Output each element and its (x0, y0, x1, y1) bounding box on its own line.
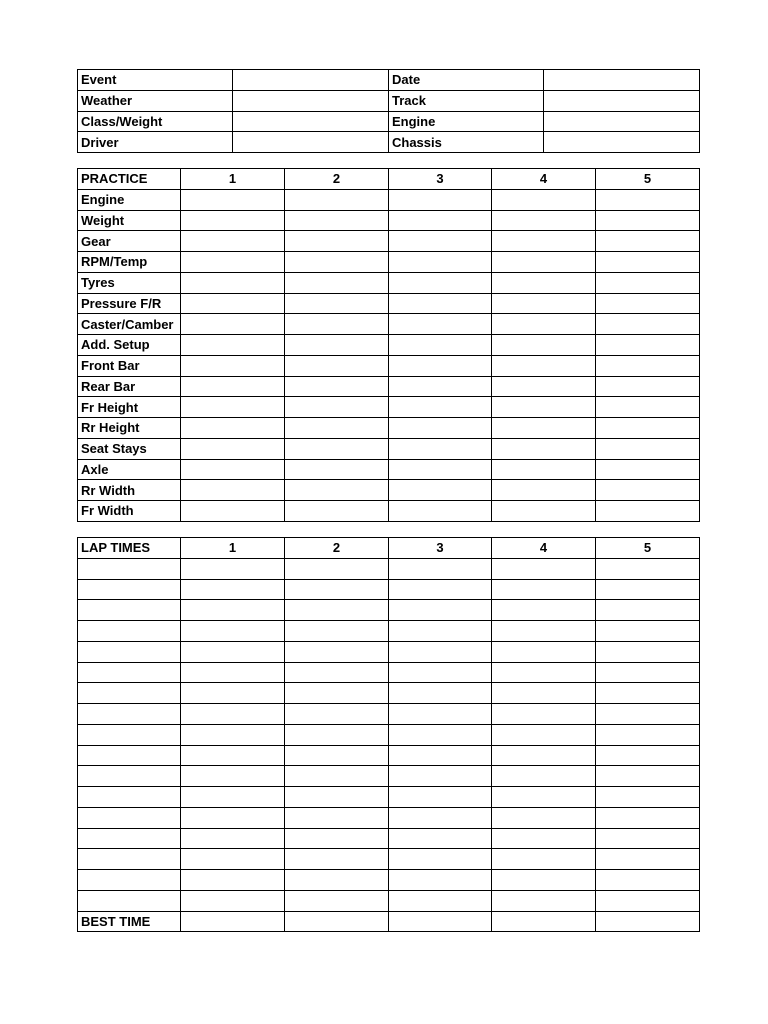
lap-time-cell[interactable] (285, 600, 389, 621)
best-time-label: BEST TIME (78, 911, 181, 932)
practice-cell[interactable] (596, 376, 700, 397)
practice-row (78, 480, 700, 501)
practice-col-2: 2 (285, 169, 389, 190)
practice-cell[interactable] (492, 189, 596, 210)
lap-times-row (78, 621, 700, 642)
practice-cell[interactable] (181, 397, 285, 418)
lap-time-cell[interactable] (596, 704, 700, 725)
lap-time-cell[interactable] (492, 828, 596, 849)
lap-time-cell[interactable] (492, 890, 596, 911)
lap-times-row (78, 662, 700, 683)
practice-cell[interactable] (181, 189, 285, 210)
lap-time-cell[interactable] (389, 849, 492, 870)
best-time-cell[interactable] (181, 911, 285, 932)
lap-time-cell[interactable] (181, 724, 285, 745)
practice-cell[interactable] (181, 459, 285, 480)
lap-time-cell[interactable] (596, 807, 700, 828)
lap-times-row (78, 579, 700, 600)
practice-cell[interactable] (389, 335, 492, 356)
best-time-cell[interactable] (596, 911, 700, 932)
lap-time-cell[interactable] (389, 641, 492, 662)
practice-cell[interactable] (492, 314, 596, 335)
lap-times-rows (78, 558, 700, 911)
lap-time-cell[interactable] (596, 766, 700, 787)
lap-label-cell[interactable] (78, 558, 181, 579)
lap-time-cell[interactable] (492, 766, 596, 787)
practice-row-label: Seat Stays (78, 438, 181, 459)
practice-col-1: 1 (181, 169, 285, 190)
lap-label-cell[interactable] (78, 870, 181, 891)
lap-time-cell[interactable] (285, 621, 389, 642)
lap-time-cell[interactable] (181, 621, 285, 642)
practice-cell[interactable] (389, 355, 492, 376)
engine-label: Engine (389, 111, 544, 132)
practice-cell[interactable] (596, 501, 700, 522)
lap-time-cell[interactable] (181, 662, 285, 683)
practice-cell[interactable] (285, 438, 389, 459)
lap-time-cell[interactable] (389, 558, 492, 579)
lap-time-cell[interactable] (181, 828, 285, 849)
lap-time-cell[interactable] (492, 558, 596, 579)
practice-table (77, 168, 700, 522)
practice-header: PRACTICE (78, 169, 181, 190)
practice-row (78, 210, 700, 231)
practice-row (78, 397, 700, 418)
practice-row-label: Gear (78, 231, 181, 252)
lap-label-cell[interactable] (78, 704, 181, 725)
lap-time-cell[interactable] (596, 600, 700, 621)
lap-time-cell[interactable] (492, 662, 596, 683)
track-label: Track (389, 90, 544, 111)
lap-time-cell[interactable] (596, 745, 700, 766)
practice-cell[interactable] (285, 335, 389, 356)
practice-cell[interactable] (596, 231, 700, 252)
lap-time-cell[interactable] (596, 828, 700, 849)
practice-cell[interactable] (492, 459, 596, 480)
practice-row (78, 189, 700, 210)
practice-cell[interactable] (389, 189, 492, 210)
practice-cell[interactable] (492, 418, 596, 439)
date-label: Date (389, 70, 544, 91)
practice-cell[interactable] (181, 355, 285, 376)
practice-cell[interactable] (285, 459, 389, 480)
practice-cell[interactable] (389, 501, 492, 522)
practice-cell[interactable] (596, 272, 700, 293)
lap-time-cell[interactable] (389, 807, 492, 828)
practice-cell[interactable] (389, 272, 492, 293)
event-info-table (77, 69, 700, 153)
lap-times-row (78, 641, 700, 662)
practice-cell[interactable] (596, 210, 700, 231)
lap-time-cell[interactable] (492, 745, 596, 766)
lap-label-cell[interactable] (78, 724, 181, 745)
weather-field[interactable] (233, 90, 389, 111)
lap-time-cell[interactable] (389, 870, 492, 891)
practice-cell[interactable] (285, 501, 389, 522)
practice-row-label: Pressure F/R (78, 293, 181, 314)
lap-time-cell[interactable] (285, 683, 389, 704)
practice-cell[interactable] (492, 252, 596, 273)
practice-cell[interactable] (181, 231, 285, 252)
lap-time-cell[interactable] (596, 724, 700, 745)
practice-cell[interactable] (389, 314, 492, 335)
practice-cell[interactable] (596, 480, 700, 501)
practice-cell[interactable] (596, 314, 700, 335)
lap-times-row (78, 807, 700, 828)
lap-time-cell[interactable] (389, 787, 492, 808)
lap-time-cell[interactable] (285, 807, 389, 828)
lap-time-cell[interactable] (181, 745, 285, 766)
practice-cell[interactable] (181, 480, 285, 501)
lap-times-col-4: 4 (492, 538, 596, 559)
lap-time-cell[interactable] (181, 890, 285, 911)
lap-time-cell[interactable] (181, 558, 285, 579)
practice-cell[interactable] (596, 335, 700, 356)
lap-time-cell[interactable] (181, 600, 285, 621)
practice-cell[interactable] (492, 480, 596, 501)
lap-time-cell[interactable] (596, 849, 700, 870)
practice-row (78, 314, 700, 335)
lap-time-cell[interactable] (492, 621, 596, 642)
lap-time-cell[interactable] (181, 766, 285, 787)
practice-row (78, 293, 700, 314)
lap-time-cell[interactable] (389, 745, 492, 766)
practice-cell[interactable] (389, 438, 492, 459)
practice-cell[interactable] (492, 501, 596, 522)
lap-time-cell[interactable] (596, 558, 700, 579)
practice-rows (78, 189, 700, 521)
lap-times-header-row (78, 538, 700, 559)
lap-label-cell[interactable] (78, 683, 181, 704)
lap-label-cell[interactable] (78, 600, 181, 621)
lap-time-cell[interactable] (596, 683, 700, 704)
lap-times-header: LAP TIMES (78, 538, 181, 559)
practice-cell[interactable] (285, 252, 389, 273)
lap-time-cell[interactable] (389, 621, 492, 642)
practice-col-3: 3 (389, 169, 492, 190)
lap-times-table (77, 537, 700, 932)
practice-cell[interactable] (285, 189, 389, 210)
practice-cell[interactable] (596, 397, 700, 418)
lap-time-cell[interactable] (389, 683, 492, 704)
lap-label-cell[interactable] (78, 579, 181, 600)
lap-times-col-2: 2 (285, 538, 389, 559)
practice-cell[interactable] (181, 438, 285, 459)
lap-label-cell[interactable] (78, 766, 181, 787)
practice-cell[interactable] (285, 293, 389, 314)
practice-cell[interactable] (389, 397, 492, 418)
practice-row-label: Rr Width (78, 480, 181, 501)
lap-times-row (78, 870, 700, 891)
practice-row (78, 376, 700, 397)
best-time-cell[interactable] (285, 911, 389, 932)
lap-label-cell[interactable] (78, 641, 181, 662)
driver-label: Driver (78, 132, 233, 153)
lap-time-cell[interactable] (492, 787, 596, 808)
lap-times-row (78, 787, 700, 808)
info-row (78, 70, 700, 91)
practice-cell[interactable] (596, 355, 700, 376)
practice-cell[interactable] (389, 231, 492, 252)
lap-time-cell[interactable] (596, 579, 700, 600)
lap-time-cell[interactable] (492, 870, 596, 891)
practice-cell[interactable] (181, 376, 285, 397)
lap-label-cell[interactable] (78, 849, 181, 870)
lap-label-cell[interactable] (78, 787, 181, 808)
lap-time-cell[interactable] (492, 579, 596, 600)
practice-cell[interactable] (285, 355, 389, 376)
practice-cell[interactable] (389, 418, 492, 439)
practice-header-row (78, 169, 700, 190)
practice-cell[interactable] (181, 210, 285, 231)
lap-time-cell[interactable] (492, 704, 596, 725)
lap-time-cell[interactable] (596, 787, 700, 808)
practice-row-label: Add. Setup (78, 335, 181, 356)
lap-time-cell[interactable] (285, 849, 389, 870)
practice-cell[interactable] (596, 189, 700, 210)
practice-cell[interactable] (285, 480, 389, 501)
lap-label-cell[interactable] (78, 621, 181, 642)
lap-time-cell[interactable] (285, 558, 389, 579)
lap-label-cell[interactable] (78, 662, 181, 683)
lap-time-cell[interactable] (285, 662, 389, 683)
lap-time-cell[interactable] (181, 579, 285, 600)
class-weight-label: Class/Weight (78, 111, 233, 132)
lap-time-cell[interactable] (285, 766, 389, 787)
practice-cell[interactable] (492, 397, 596, 418)
practice-col-4: 4 (492, 169, 596, 190)
lap-time-cell[interactable] (181, 641, 285, 662)
practice-row-label: Weight (78, 210, 181, 231)
practice-row (78, 459, 700, 480)
practice-cell[interactable] (181, 314, 285, 335)
event-label: Event (78, 70, 233, 91)
lap-time-cell[interactable] (389, 600, 492, 621)
practice-cell[interactable] (181, 293, 285, 314)
lap-label-cell[interactable] (78, 828, 181, 849)
practice-cell[interactable] (181, 252, 285, 273)
practice-row-label: Front Bar (78, 355, 181, 376)
lap-time-cell[interactable] (596, 870, 700, 891)
practice-cell[interactable] (492, 438, 596, 459)
practice-cell[interactable] (492, 231, 596, 252)
practice-cell[interactable] (492, 355, 596, 376)
practice-row (78, 501, 700, 522)
practice-cell[interactable] (285, 314, 389, 335)
practice-row-label: RPM/Temp (78, 252, 181, 273)
practice-cell[interactable] (596, 252, 700, 273)
event-field[interactable] (233, 70, 389, 91)
lap-time-cell[interactable] (181, 849, 285, 870)
lap-time-cell[interactable] (492, 807, 596, 828)
class-weight-field[interactable] (233, 111, 389, 132)
weather-label: Weather (78, 90, 233, 111)
lap-time-cell[interactable] (181, 807, 285, 828)
practice-row-label: Caster/Camber (78, 314, 181, 335)
lap-times-row (78, 766, 700, 787)
date-field[interactable] (544, 70, 700, 91)
best-time-row (78, 911, 700, 932)
practice-row-label: Rear Bar (78, 376, 181, 397)
lap-time-cell[interactable] (181, 787, 285, 808)
practice-cell[interactable] (285, 418, 389, 439)
lap-time-cell[interactable] (389, 704, 492, 725)
lap-time-cell[interactable] (596, 621, 700, 642)
lap-time-cell[interactable] (596, 641, 700, 662)
practice-cell[interactable] (285, 272, 389, 293)
practice-cell[interactable] (181, 335, 285, 356)
engine-field[interactable] (544, 111, 700, 132)
practice-row (78, 438, 700, 459)
practice-row (78, 418, 700, 439)
practice-row (78, 272, 700, 293)
practice-cell[interactable] (389, 293, 492, 314)
lap-time-cell[interactable] (285, 724, 389, 745)
practice-cell[interactable] (492, 293, 596, 314)
lap-time-cell[interactable] (492, 600, 596, 621)
practice-row-label: Axle (78, 459, 181, 480)
lap-label-cell[interactable] (78, 890, 181, 911)
practice-row (78, 335, 700, 356)
practice-cell[interactable] (389, 480, 492, 501)
practice-cell[interactable] (285, 231, 389, 252)
best-time-cell[interactable] (389, 911, 492, 932)
lap-time-cell[interactable] (285, 641, 389, 662)
practice-cell[interactable] (596, 418, 700, 439)
lap-time-cell[interactable] (181, 704, 285, 725)
lap-time-cell[interactable] (596, 662, 700, 683)
lap-times-col-1: 1 (181, 538, 285, 559)
practice-row (78, 355, 700, 376)
lap-times-row (78, 849, 700, 870)
lap-times-col-3: 3 (389, 538, 492, 559)
lap-times-row (78, 828, 700, 849)
practice-cell[interactable] (389, 376, 492, 397)
lap-time-cell[interactable] (285, 890, 389, 911)
track-field[interactable] (544, 90, 700, 111)
practice-cell[interactable] (492, 272, 596, 293)
practice-row (78, 231, 700, 252)
lap-time-cell[interactable] (285, 704, 389, 725)
practice-cell[interactable] (285, 397, 389, 418)
lap-times-col-5: 5 (596, 538, 700, 559)
practice-col-5: 5 (596, 169, 700, 190)
practice-cell[interactable] (389, 459, 492, 480)
lap-time-cell[interactable] (389, 766, 492, 787)
practice-cell[interactable] (492, 335, 596, 356)
chassis-label: Chassis (389, 132, 544, 153)
lap-times-row (78, 558, 700, 579)
lap-times-row (78, 724, 700, 745)
practice-cell[interactable] (492, 376, 596, 397)
lap-time-cell[interactable] (285, 828, 389, 849)
info-row (78, 132, 700, 153)
practice-cell[interactable] (181, 272, 285, 293)
info-row (78, 111, 700, 132)
practice-cell[interactable] (596, 438, 700, 459)
driver-field[interactable] (233, 132, 389, 153)
practice-cell[interactable] (285, 210, 389, 231)
lap-label-cell[interactable] (78, 807, 181, 828)
lap-time-cell[interactable] (285, 579, 389, 600)
lap-time-cell[interactable] (492, 724, 596, 745)
practice-row-label: Rr Height (78, 418, 181, 439)
lap-time-cell[interactable] (389, 828, 492, 849)
practice-row-label: Engine (78, 189, 181, 210)
practice-cell[interactable] (181, 501, 285, 522)
lap-time-cell[interactable] (492, 849, 596, 870)
lap-time-cell[interactable] (389, 579, 492, 600)
practice-cell[interactable] (181, 418, 285, 439)
chassis-field[interactable] (544, 132, 700, 153)
lap-time-cell[interactable] (285, 787, 389, 808)
lap-time-cell[interactable] (596, 890, 700, 911)
practice-cell[interactable] (492, 210, 596, 231)
lap-time-cell[interactable] (492, 641, 596, 662)
lap-times-row (78, 683, 700, 704)
practice-cell[interactable] (596, 459, 700, 480)
practice-cell[interactable] (389, 252, 492, 273)
lap-time-cell[interactable] (285, 745, 389, 766)
lap-time-cell[interactable] (181, 870, 285, 891)
lap-time-cell[interactable] (181, 683, 285, 704)
practice-row-label: Tyres (78, 272, 181, 293)
lap-label-cell[interactable] (78, 745, 181, 766)
lap-time-cell[interactable] (389, 662, 492, 683)
best-time-cell[interactable] (492, 911, 596, 932)
lap-time-cell[interactable] (389, 890, 492, 911)
practice-cell[interactable] (285, 376, 389, 397)
lap-times-row (78, 600, 700, 621)
lap-time-cell[interactable] (285, 870, 389, 891)
practice-row-label: Fr Width (78, 501, 181, 522)
lap-time-cell[interactable] (492, 683, 596, 704)
practice-cell[interactable] (389, 210, 492, 231)
lap-times-row (78, 704, 700, 725)
info-row (78, 90, 700, 111)
practice-cell[interactable] (596, 293, 700, 314)
lap-time-cell[interactable] (389, 724, 492, 745)
lap-times-row (78, 890, 700, 911)
practice-row-label: Fr Height (78, 397, 181, 418)
lap-times-row (78, 745, 700, 766)
practice-row (78, 252, 700, 273)
